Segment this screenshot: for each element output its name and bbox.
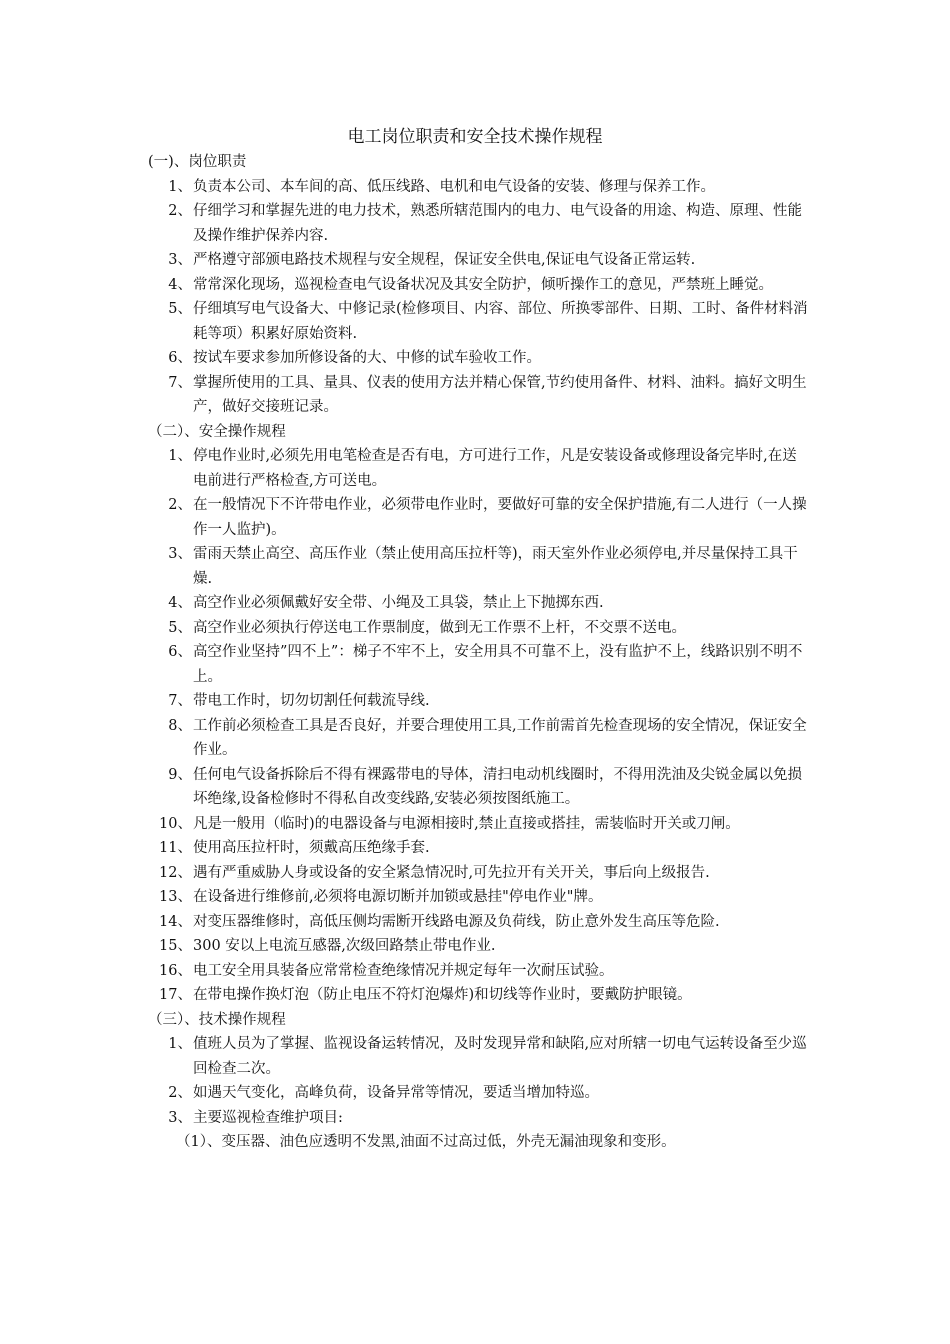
- item-number: 2、: [168, 203, 192, 219]
- item-text: 常常深化现场，巡视检查电气设备状况及其安全防护，倾听操作工的意见，严禁班上睡觉。: [193, 276, 773, 293]
- item-text: 掌握所使用的工具、量具、仪表的使用方法并精心保管,节约使用备件、材料、油料。搞好文明生产，做好交接班记录。: [193, 374, 807, 415]
- list-item: [148, 616, 828, 641]
- item-number: 1、: [168, 1036, 192, 1052]
- list-item: [148, 297, 828, 346]
- item-number: 2、: [168, 497, 192, 513]
- list-item: [148, 175, 828, 200]
- item-number: 16、: [159, 962, 192, 979]
- list-item: [148, 812, 828, 837]
- item-number: 5、: [168, 619, 192, 636]
- list-item: [148, 640, 828, 689]
- item-text: 高空作业坚持”四不上”：梯子不牢不上，安全用具不可靠不上，没有监护不上，线路识别不明不上。: [193, 644, 803, 685]
- list-item: [148, 689, 828, 714]
- item-number: 10、: [159, 815, 192, 832]
- item-text: 在一般情况下不许带电作业，必须带电作业时，要做好可靠的安全保护措施,有二人进行（一人操作一人监护)。: [193, 497, 807, 538]
- list-item: [148, 1106, 828, 1131]
- item-text: 在带电操作换灯泡（防止电压不符灯泡爆炸)和切线等作业时，要戴防护眼镜。: [193, 987, 692, 1003]
- item-number: 4、: [168, 276, 192, 293]
- item-number: 6、: [168, 350, 192, 366]
- item-text: 仔细填写电气设备大、中修记录(检修项目、内容、部位、所换零部件、日期、工时、备件材料消耗等项）积累好原始资料.: [193, 301, 808, 342]
- list-item: [148, 885, 828, 910]
- list-item: [148, 1032, 828, 1081]
- item-text: 凡是一般用（临时)的电器设备与电源相接时,禁止直接或搭挂，需装临时开关或刀闸。: [193, 815, 740, 832]
- item-text: 工作前必须检查工具是否良好，并要合理使用工具,工作前需首先检查现场的安全情况，保证安全作业。: [193, 717, 807, 758]
- list-item: [148, 444, 828, 493]
- item-text: 使用高压拉杆时，须戴高压绝缘手套.: [193, 840, 430, 856]
- item-number: 4、: [168, 595, 192, 611]
- list-item: [148, 346, 828, 371]
- list-item: [148, 371, 828, 420]
- item-text: 仔细学习和掌握先进的电力技术，熟悉所辖范围内的电力、电气设备的用途、构造、原理、性能及操作维护保养内容.: [193, 203, 802, 244]
- item-text: 高空作业必须执行停送电工作票制度，做到无工作票不上杆，不交票不送电。: [193, 619, 686, 636]
- item-text: 带电工作时，切勿切割任何载流导线.: [193, 693, 430, 709]
- item-number: 3、: [168, 252, 192, 268]
- item-text: 在设备进行维修前,必须将电源切断并加锁或悬挂"停电作业"牌。: [193, 889, 603, 905]
- item-number: 11、: [159, 840, 192, 856]
- item-number: 3、: [168, 1109, 192, 1126]
- item-number: 9、: [168, 766, 192, 783]
- list-item: [148, 934, 828, 959]
- document-body: [148, 150, 828, 1155]
- item-text: 任何电气设备拆除后不得有裸露带电的导体，清扫电动机线圈时，不得用洗油及尖锐金属以免损坏绝缘,设备检修时不得私自改变线路,安装必须按图纸施工。: [193, 766, 802, 807]
- item-text: 高空作业必须佩戴好安全带、小绳及工具袋，禁止上下抛掷东西.: [193, 595, 604, 611]
- item-number: 6、: [168, 644, 192, 660]
- item-text: 值班人员为了掌握、监视设备运转情况，及时发现异常和缺陷,应对所辖一切电气运转设备至少巡回检查二次。: [193, 1036, 807, 1077]
- item-number: 17、: [159, 987, 192, 1003]
- item-text: 雷雨天禁止高空、高压作业（禁止使用高压拉杆等)，雨天室外作业必须停电,并尽量保持工具干燥.: [193, 546, 798, 587]
- list-item: [148, 836, 828, 861]
- item-number: 14、: [159, 913, 192, 930]
- list-item: [148, 714, 828, 763]
- section-heading-technical: （三）、技术操作规程: [148, 1011, 286, 1028]
- item-number: 8、: [168, 717, 192, 734]
- item-number: 3、: [168, 546, 192, 562]
- item-text: 按试车要求参加所修设备的大、中修的试车验收工作。: [193, 350, 541, 366]
- sub-list-item: （1）、变压器、油色应透明不发黑,油面不过高过低，外壳无漏油现象和变形。: [176, 1134, 676, 1150]
- item-number: 7、: [168, 693, 192, 709]
- list-item: [148, 542, 828, 591]
- item-number: 5、: [168, 301, 192, 317]
- list-item: [148, 983, 828, 1008]
- list-item: [148, 273, 828, 298]
- item-text: 300 安以上电流互感器,次级回路禁止带电作业.: [193, 938, 496, 954]
- item-text: 停电作业时,必须先用电笔检查是否有电，方可进行工作，凡是安装设备或修理设备完毕时,在送电前进行严格检查,方可送电。: [193, 448, 797, 489]
- item-text: 如遇天气变化，高峰负荷，设备异常等情况，要适当增加特巡。: [193, 1085, 599, 1101]
- item-text: 主要巡视检查维护项目:: [193, 1109, 343, 1126]
- list-item: [148, 493, 828, 542]
- list-item: [148, 248, 828, 273]
- item-number: 15、: [159, 938, 192, 954]
- list-item: [148, 199, 828, 248]
- list-item: [148, 763, 828, 812]
- item-number: 12、: [159, 864, 192, 881]
- list-item: [148, 591, 828, 616]
- section-heading-duties: (一)、岗位职责: [148, 154, 247, 170]
- section-heading-safety: （二）、安全操作规程: [148, 423, 286, 440]
- document-title: 电工岗位职责和安全技术操作规程: [347, 127, 603, 147]
- list-item: [148, 861, 828, 886]
- item-text: 遇有严重威胁人身或设备的安全紧急情况时,可先拉开有关开关，事后向上级报告.: [193, 864, 710, 881]
- item-text: 负责本公司、本车间的高、低压线路、电机和电气设备的安装、修理与保养工作。: [193, 178, 715, 195]
- list-item: [148, 1081, 828, 1106]
- item-number: 1、: [168, 178, 192, 195]
- item-number: 2、: [168, 1085, 192, 1101]
- item-text: 电工安全用具装备应常常检查绝缘情况并规定每年一次耐压试验。: [193, 962, 614, 979]
- item-text: 对变压器维修时，高低压侧均需断开线路电源及负荷线，防止意外发生高压等危险.: [193, 913, 720, 930]
- item-number: 7、: [168, 374, 192, 391]
- item-text: 严格遵守部颁电路技术规程与安全规程，保证安全供电,保证电气设备正常运转.: [193, 252, 696, 268]
- list-item: [148, 959, 828, 984]
- item-number: 13、: [159, 889, 192, 905]
- list-item: [148, 910, 828, 935]
- item-number: 1、: [168, 448, 192, 464]
